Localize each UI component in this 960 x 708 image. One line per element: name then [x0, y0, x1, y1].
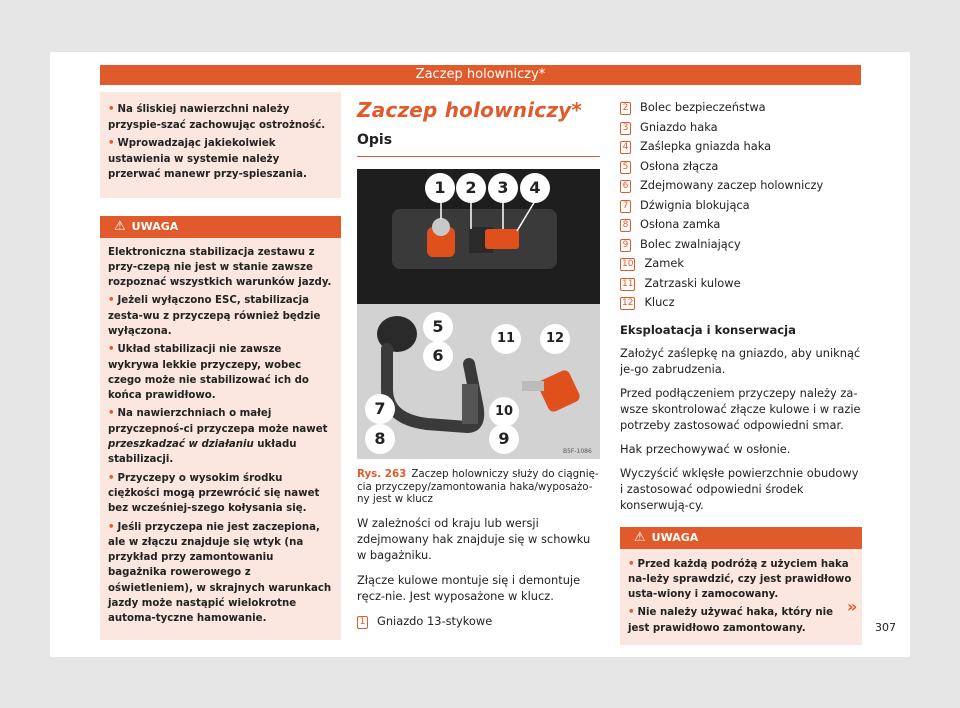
paragraph: W zależności od kraju lub wersji zdejmowany hak znajduje się w schowku w bagażniku.	[357, 515, 591, 562]
warning-item: • Jeśli przyczepa nie jest zaczepiona, ale w złączu znajduje się wtyk (na przykład przy zamontowaniu bagażnika rowerowego z oświetleniem), w skrajnych warunkach jazdy może nastąpić wielokrotne automa-tyczne hamowanie.	[108, 521, 332, 625]
warning-box	[100, 216, 341, 640]
note-item: • Wprowadzając jakiekolwiek ustawienia w systemie należy przerwać manewr przy-spieszania.	[108, 138, 307, 180]
callout-2: 2	[456, 173, 486, 203]
warning-body	[100, 238, 341, 640]
bullet-icon: •	[628, 607, 635, 619]
bullet-icon: •	[108, 472, 115, 484]
callout-1: 1	[425, 173, 455, 203]
chapter-header: Zaczep holowniczy*	[100, 65, 861, 85]
list-item: 5 Osłona złącza	[620, 157, 862, 177]
callout-5: 5	[423, 312, 453, 342]
callout-10: 10	[489, 397, 519, 427]
bullet-icon: •	[108, 521, 115, 533]
list-item: 3 Gniazdo haka	[620, 118, 862, 138]
callout-11: 11	[491, 324, 521, 354]
maintenance-heading: Eksploatacja i konserwacja	[620, 322, 796, 337]
list-item: 8 Osłona zamka	[620, 215, 862, 235]
warning-intro: Elektroniczna stabilizacja zestawu z przy-czepą nie jest w stanie zawsze rozpoznać wszystkich warunków jazdy.	[108, 246, 332, 289]
list-item: 12 Klucz	[622, 295, 675, 309]
warning-item: • Przyczepy o wysokim środku ciężkości mogą przewrócić się nawet bez wcześniej-szego kołysania się.	[108, 472, 320, 515]
list-item: 7 Dźwignia blokująca	[620, 196, 862, 216]
callout-7: 7	[365, 394, 395, 424]
warning-item: • Jeżeli wyłączono ESC, stabilizacja zesta-wu z przyczepą również będzie wyłączona.	[108, 295, 321, 337]
bullet-icon: •	[108, 344, 115, 356]
paragraph: Przed podłączeniem przyczepy należy za-wsze skontrolować złącze kulowe i w razie potrzeby zastosować odpowiedni smar.	[620, 385, 861, 432]
warning-header: ⚠ UWAGA	[620, 527, 862, 549]
list-item: 10 Zamek	[622, 256, 684, 270]
right-column	[620, 98, 862, 645]
bullet-icon: •	[108, 408, 115, 420]
bullet-icon: •	[108, 295, 115, 307]
list-item: 9 Bolec zwalniający	[620, 235, 862, 255]
left-column	[100, 92, 341, 640]
callout-3: 3	[488, 173, 518, 203]
callout-9: 9	[489, 424, 519, 454]
callout-8: 8	[365, 424, 395, 454]
paragraph: Hak przechowywać w osłonie.	[620, 441, 791, 456]
list-item: 4 Zaślepka gniazda haka	[620, 137, 862, 157]
list-item: 1 Gniazdo 13-stykowe	[357, 613, 600, 629]
warning-triangle-icon: ⚠	[114, 218, 126, 234]
callout-12: 12	[540, 324, 570, 354]
page-number: 307	[875, 621, 896, 634]
warning-body	[620, 549, 862, 645]
middle-column	[357, 98, 600, 629]
warning-item: • Na nawierzchniach o małej przyczepnoś-ci przyczepa może nawet przeszkadzać w działaniu układu stabilizacji.	[108, 408, 328, 466]
paragraph: Złącze kulowe montuje się i demontuje ręcz-nie. Jest wyposażone w klucz.	[357, 572, 581, 603]
bullet-icon: •	[108, 104, 115, 115]
figure-code: B5F-1086	[563, 448, 592, 455]
callout-4: 4	[520, 173, 550, 203]
bullet-icon: •	[628, 558, 635, 570]
figure-caption: Rys. 263 Zaczep holowniczy służy do ciągnię-cia przyczepy/zamontowania haka/wyposażo-ny jest w klucz	[357, 468, 599, 505]
section-subtitle: Opis	[357, 132, 600, 157]
list-item: 2 Bolec bezpieczeństwa	[620, 98, 862, 118]
paragraph: Założyć zaślepkę na gniazdo, aby uniknąć je-go zabrudzenia.	[620, 345, 861, 376]
list-item: 6 Zdejmowany zaczep holowniczy	[620, 176, 862, 196]
warning-header: ⚠ UWAGA	[100, 216, 341, 238]
warning-triangle-icon: ⚠	[634, 529, 646, 545]
callout-6: 6	[423, 341, 453, 371]
warning-box	[620, 527, 862, 645]
warning-item: • Układ stabilizacji nie zawsze wykrywa lekkie przyczepy, wobec czego może nie stabilizować ich do końca prawidłowo.	[108, 344, 309, 402]
bullet-icon: •	[108, 138, 115, 149]
note-box	[100, 92, 341, 198]
warning-item: • Nie należy używać haka, który nie jest prawidłowo zamontowany.	[628, 607, 834, 634]
paragraph: Wyczyścić wklęsłe powierzchnie obudowy i zastosować odpowiedni środek konserwują-cy.	[620, 465, 859, 512]
list-item: 11 Zatrzaski kulowe	[622, 275, 741, 290]
warning-item: • Przed każdą podróżą z użyciem haka na-leży sprawdzić, czy jest prawidłowo usta-wiony i zamocowany.	[628, 558, 852, 601]
continue-arrow-icon: »	[847, 597, 858, 616]
note-item: • Na śliskiej nawierzchni należy przyspie-szać zachowując ostrożność.	[108, 104, 326, 131]
tow-hook-figure	[357, 169, 600, 459]
section-title: Zaczep holowniczy*	[357, 98, 583, 122]
